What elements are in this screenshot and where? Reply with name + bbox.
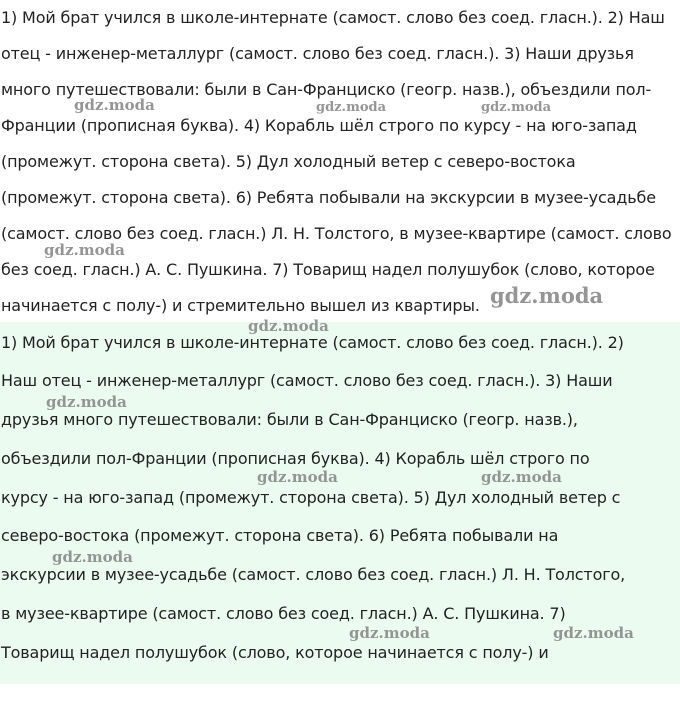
text-line: друзья много путешествовали: были в Сан-Франциско (геогр. назв.),: [1, 410, 578, 429]
text-line: (самост. слово без соед. гласн.) Л. Н. Толстого, в музее-квартире (самост. слово: [1, 224, 672, 243]
text-line: Франции (прописная буква). 4) Корабль шёл строго по курсу - на юго-запад: [1, 116, 637, 135]
watermark: gdz.moda: [52, 548, 133, 566]
text-line: курсу - на юго-запад (промежут. сторона света). 5) Дул холодный ветер с: [1, 488, 621, 507]
text-line: в музее-квартире (самост. слово без соед. гласн.) А. С. Пушкина. 7): [1, 604, 566, 623]
text-line: 1) Мой брат учился в школе-интернате (самост. слово без соед. гласн.). 2) Наш: [1, 8, 665, 27]
text-line: северо-востока (промежут. сторона света). 6) Ребята побывали на: [1, 526, 559, 545]
watermark: gdz.moda: [257, 468, 338, 486]
first-answer-block: [0, 0, 680, 322]
text-line: объездили пол-Франции (прописная буква). 4) Корабль шёл строго по: [1, 449, 590, 468]
watermark: gdz.moda: [481, 468, 562, 486]
watermark: gdz.moda: [490, 283, 604, 308]
watermark: gdz.moda: [44, 241, 125, 259]
watermark: gdz.moda: [481, 100, 552, 115]
text-line: Наш отец - инженер-металлург (самост. слово без соед. гласн.). 3) Наши: [1, 371, 613, 390]
watermark: gdz.moda: [46, 393, 127, 411]
text-line: (промежут. сторона света). 5) Дул холодный ветер с северо-востока: [1, 152, 576, 171]
text-line: экскурсии в музее-усадьбе (самост. слово без соед. гласн.) Л. Н. Толстого,: [1, 565, 626, 584]
watermark: gdz.moda: [553, 624, 634, 642]
text-line: (промежут. сторона света). 6) Ребята побывали на экскурсии в музее-усадьбе: [1, 188, 656, 207]
text-line: 1) Мой брат учился в школе-интернате (самост. слово без соед. гласн.). 2): [1, 333, 624, 352]
text-line: много путешествовали: были в Сан-Франциско (геогр. назв.), объездили пол-: [1, 80, 652, 99]
text-line: отец - инженер-металлург (самост. слово без соед. гласн.). 3) Наши друзья: [1, 44, 634, 63]
text-line: без соед. гласн.) А. С. Пушкина. 7) Товарищ надел полушубок (слово, которое: [1, 260, 655, 279]
watermark: gdz.moda: [316, 100, 387, 115]
text-line: Товарищ надел полушубок (слово, которое начинается с полу-) и: [1, 643, 549, 662]
watermark: gdz.moda: [349, 624, 430, 642]
watermark: gdz.moda: [74, 96, 155, 114]
watermark: gdz.moda: [248, 317, 329, 335]
text-line: начинается с полу-) и стремительно вышел из квартиры.: [1, 296, 480, 315]
second-answer-block: [0, 322, 680, 684]
